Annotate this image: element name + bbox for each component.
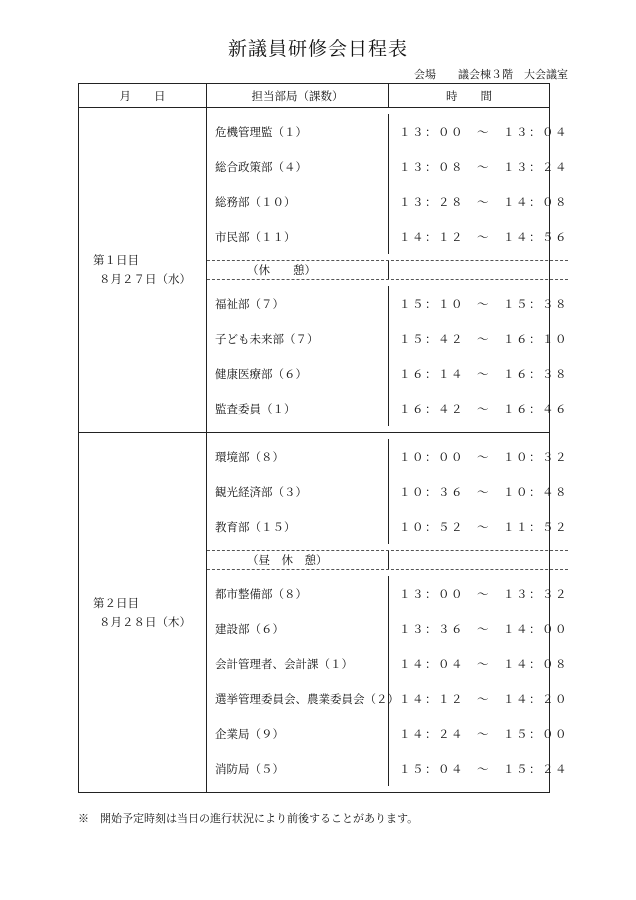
- table-row: [207, 184, 568, 219]
- table-row: [207, 286, 568, 321]
- session-block: [207, 570, 568, 792]
- table-row: [207, 716, 568, 751]
- day-label: [79, 108, 207, 432]
- session-time: １５：０４ ～ １５：２４: [399, 761, 568, 776]
- page-title: 新議員研修会日程表: [227, 38, 408, 60]
- table-row: [207, 576, 568, 611]
- table-row: [207, 646, 568, 681]
- day-label: [79, 433, 207, 792]
- session-rows: [207, 433, 568, 792]
- date-column-header: 月 日: [79, 84, 207, 107]
- time-column-header: 時 間: [446, 88, 492, 103]
- department-name: 企業局（９）: [207, 716, 389, 751]
- department-name: 健康医療部（６）: [207, 356, 389, 391]
- table-row: [207, 114, 568, 149]
- session-time: １６：１４ ～ １６：３８: [399, 366, 568, 381]
- footnote: ※ 開始予定時刻は当日の進行状況により前後することがあります。: [78, 812, 419, 825]
- session-time: １４：０４ ～ １４：０８: [399, 656, 568, 671]
- day-date: ８月２８日（木）: [99, 614, 191, 629]
- table-row: [207, 391, 568, 426]
- department-name: 子ども未来部（７）: [207, 321, 389, 356]
- department-name: 建設部（６）: [207, 611, 389, 646]
- break-label: （昼 休 憩）: [207, 551, 389, 569]
- department-name: 市民部（１１）: [207, 219, 389, 254]
- session-time: １０：５２ ～ １１：５２: [399, 519, 568, 534]
- department-column-header: 担当部局（課数）: [207, 84, 389, 107]
- session-time: １５：４２ ～ １６：１０: [399, 331, 568, 346]
- break-label: （休 憩）: [207, 261, 389, 279]
- break-row: [207, 550, 568, 570]
- department-name: 福祉部（７）: [207, 286, 389, 321]
- day-section: [79, 433, 568, 792]
- department-name: 総務部（１０）: [207, 184, 389, 219]
- session-time: １３：００ ～ １３：０４: [399, 124, 568, 139]
- break-time-cell: [389, 551, 568, 569]
- department-name: 会計管理者、会計課（１）: [207, 646, 389, 681]
- table-header: [79, 84, 549, 108]
- session-time: １０：３６ ～ １０：４８: [399, 484, 568, 499]
- session-time: １４：１２ ～ １４：２０: [399, 691, 568, 706]
- department-name: 危機管理監（１）: [207, 114, 389, 149]
- department-name: 総合政策部（４）: [207, 149, 389, 184]
- table-row: [207, 509, 568, 544]
- days-container: [79, 108, 568, 792]
- session-time: １３：００ ～ １３：３２: [399, 586, 568, 601]
- break-row: [207, 260, 568, 280]
- department-name: 教育部（１５）: [207, 509, 389, 544]
- table-row: [207, 439, 568, 474]
- day-date: ８月２７日（水）: [99, 272, 191, 286]
- break-time-cell: [389, 261, 568, 279]
- table-row: [207, 219, 568, 254]
- table-row: [207, 751, 568, 786]
- table-row: [207, 149, 568, 184]
- day-number: 第２日目: [93, 595, 139, 610]
- session-time: １０：００ ～ １０：３２: [399, 449, 568, 464]
- department-name: 監査委員（１）: [207, 391, 389, 426]
- schedule-table: [78, 83, 568, 793]
- day-number: 第１日目: [93, 253, 139, 267]
- department-name: 環境部（８）: [207, 439, 389, 474]
- day-section: [79, 108, 568, 433]
- department-name: 都市整備部（８）: [207, 576, 389, 611]
- session-time: １３：０８ ～ １３：２４: [399, 159, 568, 174]
- department-name: 消防局（５）: [207, 751, 389, 786]
- table-row: [207, 321, 568, 356]
- session-block: [207, 108, 568, 260]
- table-row: [207, 356, 568, 391]
- session-time: １５：１０ ～ １５：３８: [399, 296, 568, 311]
- department-name: 観光経済部（３）: [207, 474, 389, 509]
- session-time: １４：１２ ～ １４：５６: [399, 229, 568, 244]
- venue-label: 会場 議会棟３階 大会議室: [414, 68, 568, 81]
- session-time: １６：４２ ～ １６：４６: [399, 401, 568, 416]
- session-time: １３：２８ ～ １４：０８: [399, 194, 568, 209]
- table-row: [207, 611, 568, 646]
- table-row: [207, 474, 568, 509]
- session-time: １４：２４ ～ １５：００: [399, 726, 568, 741]
- session-rows: [207, 108, 568, 432]
- department-name: 選挙管理委員会、農業委員会（２）: [207, 681, 389, 716]
- session-block: [207, 280, 568, 432]
- session-time: １３：３６ ～ １４：００: [399, 621, 568, 636]
- session-block: [207, 433, 568, 550]
- table-row: [207, 681, 568, 716]
